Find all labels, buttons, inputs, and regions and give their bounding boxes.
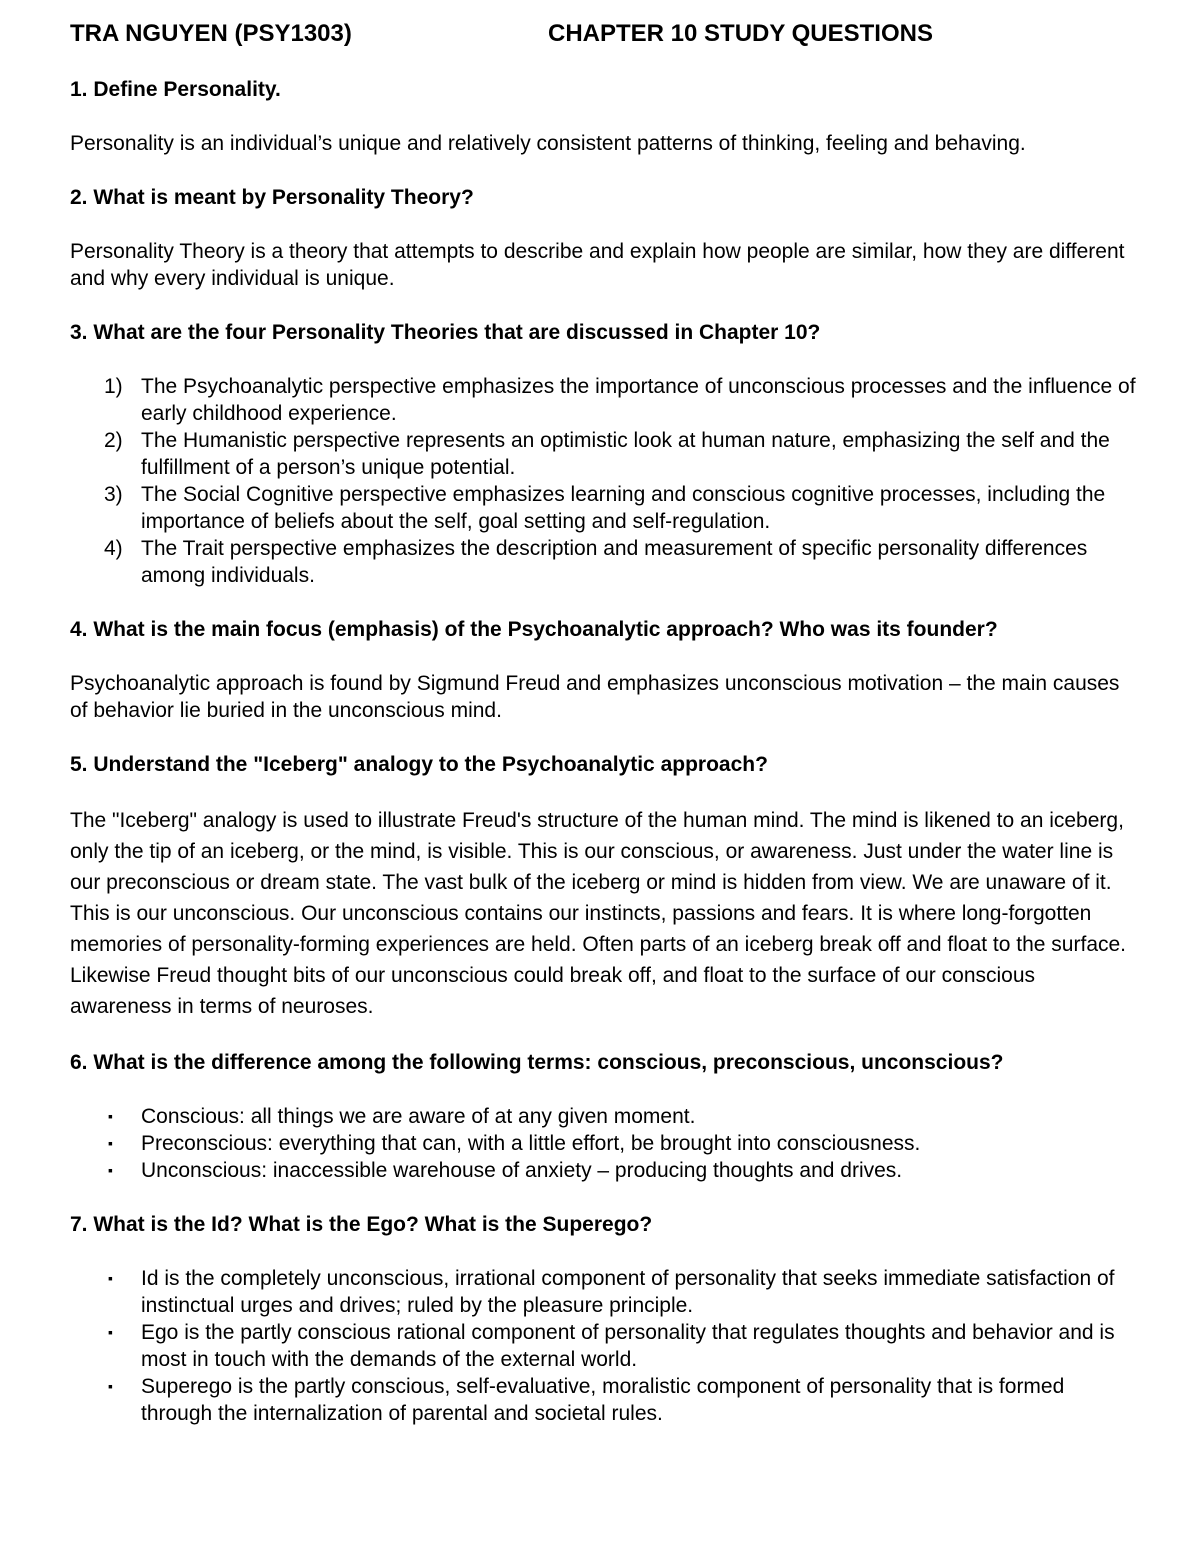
list-number: 2) xyxy=(104,429,123,452)
answer-1: Personality is an individual’s unique and relatively consistent patterns of thinking, feeling and behaving. xyxy=(70,132,1026,155)
author-course-label: TRA NGUYEN (PSY1303) xyxy=(70,20,352,47)
bullet-icon: ▪ xyxy=(108,1108,113,1124)
list-item-text: The Trait perspective emphasizes the description and measurement of specific personality differences among individuals. xyxy=(141,537,1088,587)
document-header xyxy=(70,18,1140,50)
list-item-text: Conscious: all things we are aware of at any given moment. xyxy=(141,1105,696,1128)
document-title: CHAPTER 10 STUDY QUESTIONS xyxy=(548,20,933,47)
list-item xyxy=(70,427,1140,481)
document-page xyxy=(70,18,1140,1454)
list-item-text: The Psychoanalytic perspective emphasizes the importance of unconscious processes and the influence of early childhood experience. xyxy=(141,375,1136,425)
answer-5: The "Iceberg" analogy is used to illustrate Freud's structure of the human mind. The mind is likened to an iceberg, only the tip of an iceberg, or the mind, is visible. This is our conscious, or awareness. Just under the water line is our preconscious or dream state. The vast bulk of the iceberg or mind is hidden from view. We are unaware of it. This is our unconscious. Our unconscious contains our instincts, passions and fears. It is where long-forgotten memories of personality-forming experiences are held. Often parts of an iceberg break off and float to the surface. Likewise Freud thought bits of our unconscious could break off, and float to the surface of our conscious awareness in terms of neuroses. xyxy=(70,809,1127,1018)
list-item xyxy=(70,1157,1140,1184)
list-item-text: Preconscious: everything that can, with a little effort, be brought into consciousness. xyxy=(141,1132,921,1155)
list-item xyxy=(70,1265,1140,1319)
bullet-icon: ▪ xyxy=(108,1135,113,1151)
theories-list xyxy=(70,373,1140,589)
question-1: 1. Define Personality. xyxy=(70,78,281,101)
question-6: 6. What is the difference among the following terms: conscious, preconscious, unconscious? xyxy=(70,1051,1004,1074)
consciousness-levels-list xyxy=(70,1103,1140,1184)
list-number: 4) xyxy=(104,537,123,560)
question-3: 3. What are the four Personality Theories that are discussed in Chapter 10? xyxy=(70,321,821,344)
list-item-text: Unconscious: inaccessible warehouse of anxiety – producing thoughts and drives. xyxy=(141,1159,903,1182)
list-number: 3) xyxy=(104,483,123,506)
answer-2: Personality Theory is a theory that attempts to describe and explain how people are similar, how they are different and why every individual is unique. xyxy=(70,240,1125,290)
list-item xyxy=(70,373,1140,427)
question-7: 7. What is the Id? What is the Ego? What is the Superego? xyxy=(70,1213,653,1236)
list-item-text: The Social Cognitive perspective emphasizes learning and conscious cognitive processes, including the importance of beliefs about the self, goal setting and self-regulation. xyxy=(141,483,1106,533)
list-item xyxy=(70,535,1140,589)
list-item xyxy=(70,1373,1140,1427)
list-number: 1) xyxy=(104,375,123,398)
list-item xyxy=(70,1103,1140,1130)
bullet-icon: ▪ xyxy=(108,1378,113,1394)
question-5: 5. Understand the "Iceberg" analogy to the Psychoanalytic approach? xyxy=(70,753,768,776)
list-item-text: Superego is the partly conscious, self-evaluative, moralistic component of personality that is formed through the internalization of parental and societal rules. xyxy=(141,1375,1065,1425)
question-4: 4. What is the main focus (emphasis) of the Psychoanalytic approach? Who was its founder? xyxy=(70,618,998,641)
list-item xyxy=(70,1130,1140,1157)
answer-4: Psychoanalytic approach is found by Sigmund Freud and emphasizes unconscious motivation – the main causes of behavior lie buried in the unconscious mind. xyxy=(70,672,1120,722)
list-item xyxy=(70,481,1140,535)
list-item xyxy=(70,1319,1140,1373)
bullet-icon: ▪ xyxy=(108,1324,113,1340)
list-item-text: The Humanistic perspective represents an optimistic look at human nature, emphasizing the self and the fulfillment of a person’s unique potential. xyxy=(141,429,1110,479)
list-item-text: Id is the completely unconscious, irrational component of personality that seeks immediate satisfaction of instinctual urges and drives; ruled by the pleasure principle. xyxy=(141,1267,1115,1317)
personality-structure-list xyxy=(70,1265,1140,1427)
bullet-icon: ▪ xyxy=(108,1270,113,1286)
list-item-text: Ego is the partly conscious rational component of personality that regulates thoughts and behavior and is most in touch with the demands of the external world. xyxy=(141,1321,1115,1371)
question-2: 2. What is meant by Personality Theory? xyxy=(70,186,474,209)
bullet-icon: ▪ xyxy=(108,1162,113,1178)
